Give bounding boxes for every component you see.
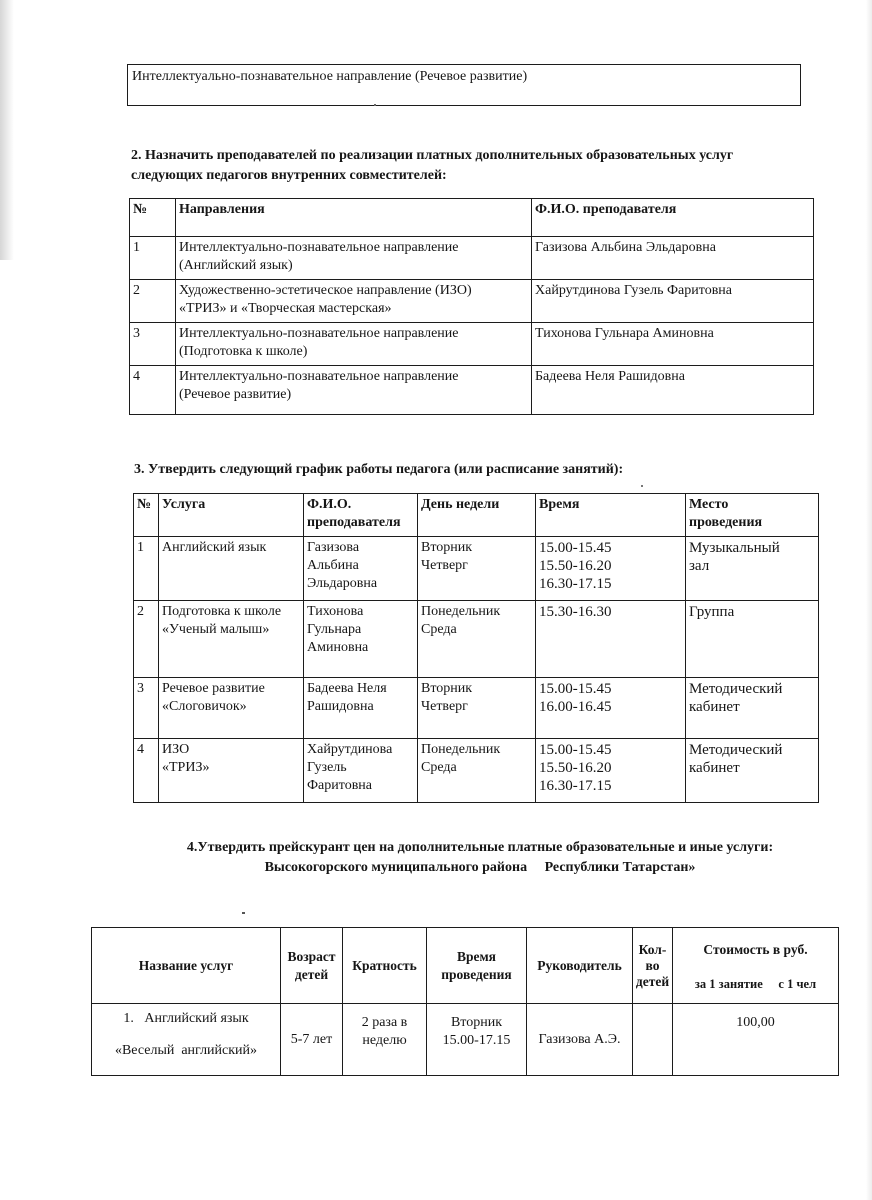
row-service: Подготовка к школе «Ученый малыш» [159,601,304,678]
row-days: Понедельник Среда [418,601,536,678]
teachers-table-header [130,199,814,237]
row-cost: 100,00 [673,1004,839,1076]
section4-heading-line1: 4.Утвердить прейскурант цен на дополнительные платные образовательные и иные услуги: [186,840,774,855]
row-teacher: Газизова Альбина Эльдаровна [304,537,418,601]
row-time: Вторник 15.00-17.15 [427,1004,527,1076]
row-number: 3 [130,323,176,366]
section4-heading-line2: Высокогорского муниципального района Республики Татарстан» [264,860,696,875]
table-row [92,1004,839,1076]
row-days: Понедельник Среда [418,739,536,803]
row-teacher: Бадеева Неля Рашидовна [304,678,418,739]
col-teacher: Ф.И.О. преподавателя [532,199,814,237]
col-frequency: Кратность [343,928,427,1004]
row-number: 4 [130,366,176,415]
section2-heading-line2: следующих педагогов внутренних совместителей: [131,168,447,183]
row-number: 4 [134,739,159,803]
row-direction: Интеллектуально-познавательное направление (Подготовка к школе) [176,323,532,366]
table-row [130,280,814,323]
row-time: 15.30-16.30 [536,601,686,678]
col-time: Время [536,494,686,537]
col-count: Кол- во детей [633,928,673,1004]
row-time: 15.00-15.45 15.50-16.20 16.30-17.15 [536,739,686,803]
row-service-name-line2: «Веселый английский» [114,1043,258,1058]
col-leader: Руководитель [527,928,633,1004]
col-time: Время проведения [427,928,527,1004]
row-service-name-line1: 1. Английский язык [123,1011,249,1026]
col-service-name: Название услуг [92,928,281,1004]
table-row [134,678,819,739]
row-direction: Художественно-эстетическое направление (ИЗО) «ТРИЗ» и «Творческая мастерская» [176,280,532,323]
price-table-header [92,928,839,1004]
price-table [91,927,839,1076]
schedule-table [133,493,819,803]
row-service: ИЗО «ТРИЗ» [159,739,304,803]
table-row [130,323,814,366]
row-teacher: Тихонова Гульнара Аминовна [304,601,418,678]
row-service-name [92,1004,281,1076]
row-days: Вторник Четверг [418,678,536,739]
row-place: Музыкальный зал [686,537,819,601]
row-direction: Интеллектуально-познавательное направление (Английский язык) [176,237,532,280]
col-number: № [134,494,159,537]
row-service: Английский язык [159,537,304,601]
row-leader: Газизова А.Э. [527,1004,633,1076]
scan-shadow-left [0,0,14,260]
row-days: Вторник Четверг [418,537,536,601]
table-row [130,366,814,415]
scan-speck [641,485,643,487]
row-number: 3 [134,678,159,739]
row-service: Речевое развитие «Слоговичок» [159,678,304,739]
col-teacher: Ф.И.О. преподавателя [304,494,418,537]
scan-shadow-right [866,0,872,1200]
top-direction-text: Интеллектуально-познавательное направление (Речевое развитие) [132,69,528,84]
row-teacher: Тихонова Гульнара Аминовна [532,323,814,366]
table-row [130,237,814,280]
row-number: 1 [134,537,159,601]
table-row [134,537,819,601]
row-teacher: Газизова Альбина Эльдаровна [532,237,814,280]
col-weekday: День недели [418,494,536,537]
col-cost-sub: за 1 занятие с 1 чел [694,976,817,991]
row-teacher: Бадеева Неля Рашидовна [532,366,814,415]
table-row [134,739,819,803]
row-count [633,1004,673,1076]
section4-heading [120,838,840,878]
row-teacher: Хайрутдинова Гузель Фаритовна [304,739,418,803]
row-age: 5-7 лет [281,1004,343,1076]
schedule-table-header [134,494,819,537]
row-frequency: 2 раза в неделю [343,1004,427,1076]
section2-heading [131,146,831,186]
row-place: Методический кабинет [686,678,819,739]
col-service: Услуга [159,494,304,537]
scan-speck [242,912,245,914]
section2-heading-line1: 2. Назначить преподавателей по реализации платных дополнительных образовательных услуг [131,148,734,163]
row-time: 15.00-15.45 15.50-16.20 16.30-17.15 [536,537,686,601]
row-number: 2 [134,601,159,678]
row-place: Методический кабинет [686,739,819,803]
top-direction-box [127,64,801,106]
row-teacher: Хайрутдинова Гузель Фаритовна [532,280,814,323]
col-cost [673,928,839,1004]
col-directions: Направления [176,199,532,237]
table-row [134,601,819,678]
col-place: Место проведения [686,494,819,537]
col-number: № [130,199,176,237]
section3-heading: 3. Утвердить следующий график работы педагога (или расписание занятий): [134,462,624,477]
row-place: Группа [686,601,819,678]
row-number: 2 [130,280,176,323]
col-age: Возраст детей [281,928,343,1004]
row-time: 15.00-15.45 16.00-16.45 [536,678,686,739]
scan-speck [374,104,376,106]
row-number: 1 [130,237,176,280]
col-cost-title: Стоимость в руб. [703,941,808,957]
teachers-table [129,198,814,415]
row-direction: Интеллектуально-познавательное направление (Речевое развитие) [176,366,532,415]
